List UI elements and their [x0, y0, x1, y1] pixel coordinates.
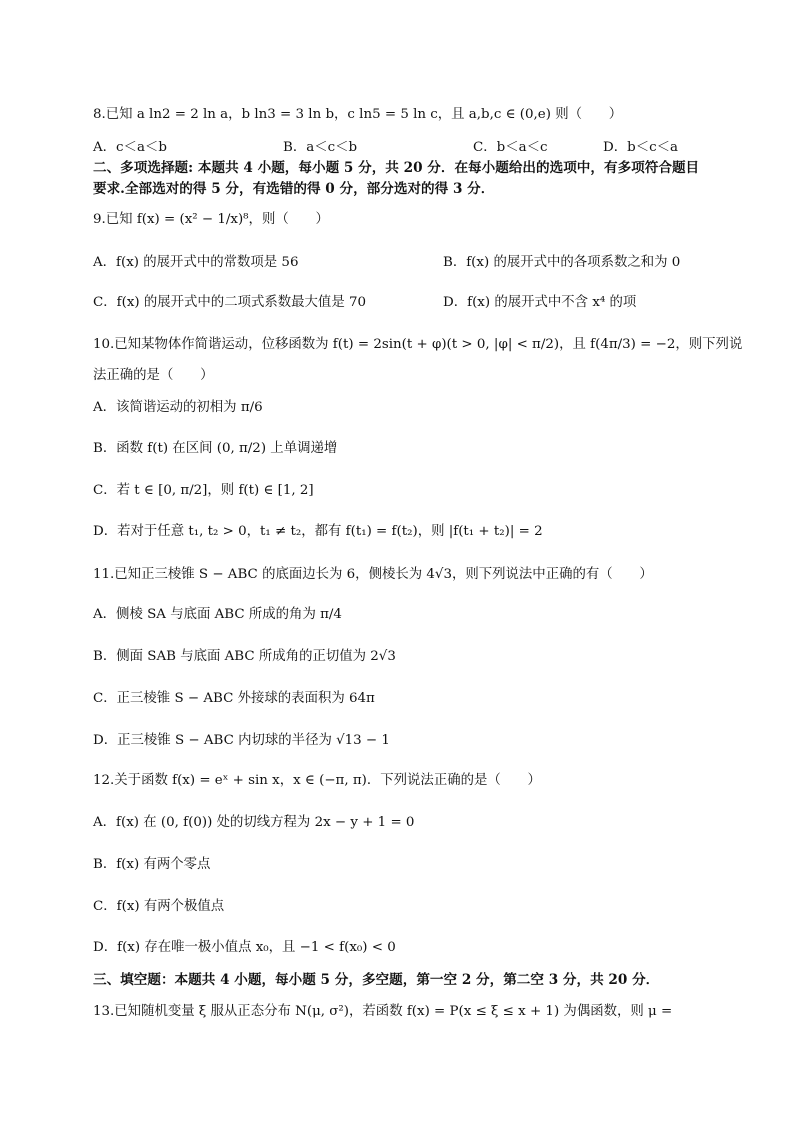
q12-stem: 12.关于函数 f(x) = eˣ + sin x，x ∈ (−π, π)．下列说法正确的是（ ）	[93, 773, 541, 788]
q10-stem: 10.已知某物体作简谐运动，位移函数为 f(t) = 2sin(t + φ)(t > 0, |φ| < π/2)，且 f(4π/3) = −2，则下列说	[93, 337, 743, 352]
q9-option-c: C．f(x) 的展开式中的二项式系数最大值是 70	[93, 295, 367, 310]
q8-option-d: D．b＜c＜a	[603, 140, 678, 155]
q10-option-d: D．若对于任意 t₁, t₂ > 0，t₁ ≠ t₂，都有 f(t₁) = f(t₂)，则 |f(t₁ + t₂)| = 2	[93, 524, 543, 539]
q11-option-c: C．正三棱锥 S − ABC 外接球的表面积为 64π	[93, 691, 375, 706]
q13-stem: 13.已知随机变量 ξ 服从正态分布 N(μ, σ²)，若函数 f(x) = P(x ≤ ξ ≤ x + 1) 为偶函数，则 μ =	[93, 1004, 673, 1019]
section3-heading: 三、填空题：本题共 4 小题，每小题 5 分，多空题，第一空 2 分，第二空 3 分，共 20 分．	[93, 972, 660, 988]
q8-stem: 8.已知 a ln2 = 2 ln a，b ln3 = 3 ln b，c ln5 = 5 ln c，且 a,b,c ∈ (0,e) 则（ ）	[93, 107, 623, 122]
q12-option-b: B．f(x) 有两个零点	[93, 857, 211, 872]
q12-option-d: D．f(x) 存在唯一极小值点 x₀，且 −1 < f(x₀) < 0	[93, 940, 396, 955]
q10-option-b: B．函数 f(t) 在区间 (0, π/2) 上单调递增	[93, 441, 338, 456]
q9-option-d: D．f(x) 的展开式中不含 x⁴ 的项	[443, 295, 637, 310]
q10-option-a: A．该简谐运动的初相为 π/6	[93, 400, 263, 415]
q12-option-c: C．f(x) 有两个极值点	[93, 899, 225, 914]
q11-stem: 11.已知正三棱锥 S − ABC 的底面边长为 6，侧棱长为 4√3，则下列说法中正确的有（ ）	[93, 567, 653, 582]
q10-option-c: C．若 t ∈ [0, π/2]，则 f(t) ∈ [1, 2]	[93, 483, 314, 498]
q10-stem-cont: 法正确的是（ ）	[93, 368, 214, 383]
q8-option-a: A．c＜a＜b	[93, 140, 167, 155]
q12-option-a: A．f(x) 在 (0, f(0)) 处的切线方程为 2x − y + 1 = 0	[93, 815, 415, 830]
section2-heading: 二、多项选择题: 本题共 4 小题，每小题 5 分，共 20 分．在每小题给出的选项中，有多项符合题目	[93, 160, 700, 176]
q8-option-c: C．b＜a＜c	[473, 140, 548, 155]
section2-heading-cont: 要求.全部选对的得 5 分，有选错的得 0 分，部分选对的得 3 分．	[93, 181, 495, 197]
q11-option-a: A．侧棱 SA 与底面 ABC 所成的角为 π/4	[93, 607, 342, 622]
q11-option-b: B．侧面 SAB 与底面 ABC 所成角的正切值为 2√3	[93, 649, 396, 664]
q8-option-b: B．a＜c＜b	[283, 140, 358, 155]
q11-option-d: D．正三棱锥 S − ABC 内切球的半径为 √13 − 1	[93, 733, 390, 748]
q9-option-b: B．f(x) 的展开式中的各项系数之和为 0	[443, 255, 681, 270]
q9-option-a: A．f(x) 的展开式中的常数项是 56	[93, 255, 299, 270]
q9-stem: 9.已知 f(x) = (x² − 1/x)⁸，则（ ）	[93, 212, 329, 227]
